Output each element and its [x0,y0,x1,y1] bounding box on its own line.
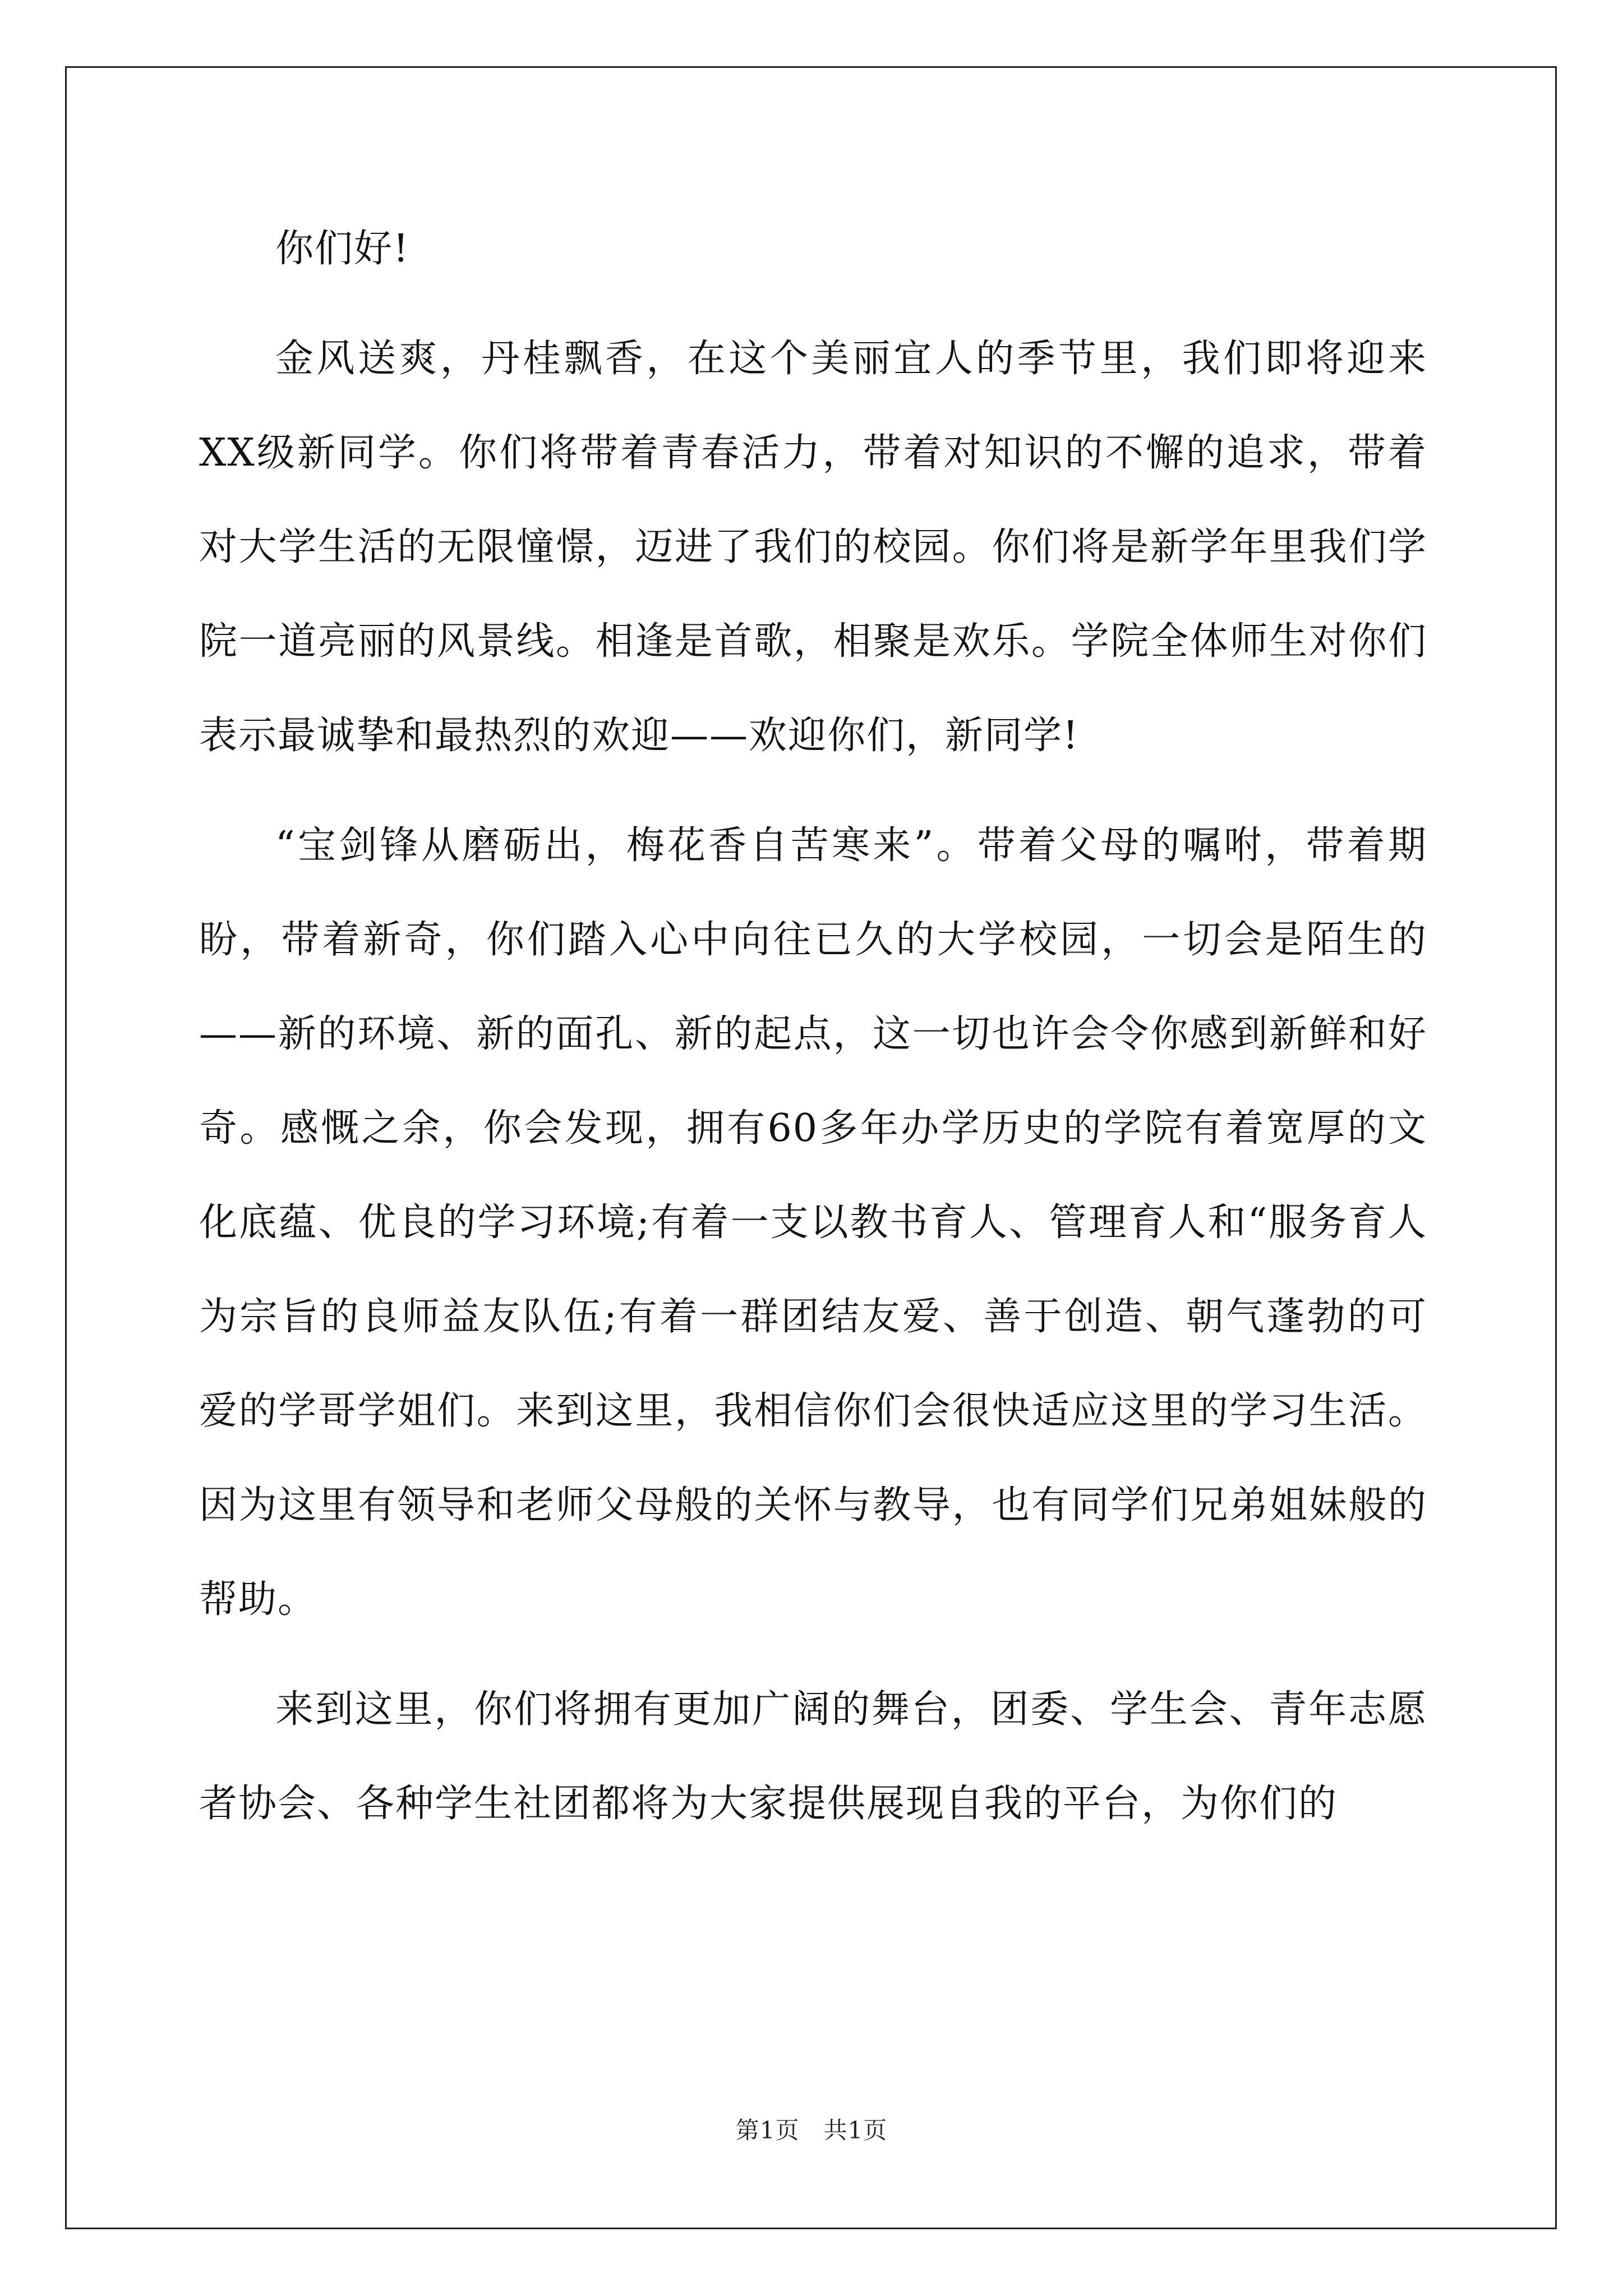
page-number-label: 第1页 共1页 [735,2116,888,2144]
body-paragraph: 金风送爽，丹桂飘香，在这个美丽宜人的季节里，我们即将迎来XX级新同学。你们将带着青春活力，带着对知识的不懈的追求，带着对大学生活的无限憧憬，迈进了我们的校园。你们将是新学年里我们学院一道亮丽的风景线。相逢是首歌，相聚是欢乐。学院全体师生对你们表示最诚挚和最热烈的欢迎——欢迎你们，新同学! [199,337,1427,758]
greeting-paragraph: 你们好! [275,227,410,271]
body-paragraph: “宝剑锋从磨砺出，梅花香自苦寒来”。带着父母的嘱咐，带着期盼，带着新奇，你们踏入心中向往已久的大学校园，一切会是陌生的——新的环境、新的面孔、新的起点，这一切也许会令你感到新鲜和好奇。感慨之余，你会发现，拥有60多年办学历史的学院有着宽厚的文化底蕴、优良的学习环境;有着一支以教书育人、管理育人和“服务育人为宗旨的良师益友队伍;有着一群团结友爱、善于创造、朝气蓬勃的可爱的学哥学姐们。来到这里，我相信你们会很快适应这里的学习生活。因为这里有领导和老师父母般的关怀与教导，也有同学们兄弟姐妹般的帮助。 [199,823,1427,1622]
document-body [199,202,1427,1851]
page-footer [0,2112,1623,2146]
body-paragraph: 来到这里，你们将拥有更加广阔的舞台，团委、学生会、青年志愿者协会、各种学生社团都将为大家提供展现自我的平台，为你们的 [199,1687,1427,1826]
